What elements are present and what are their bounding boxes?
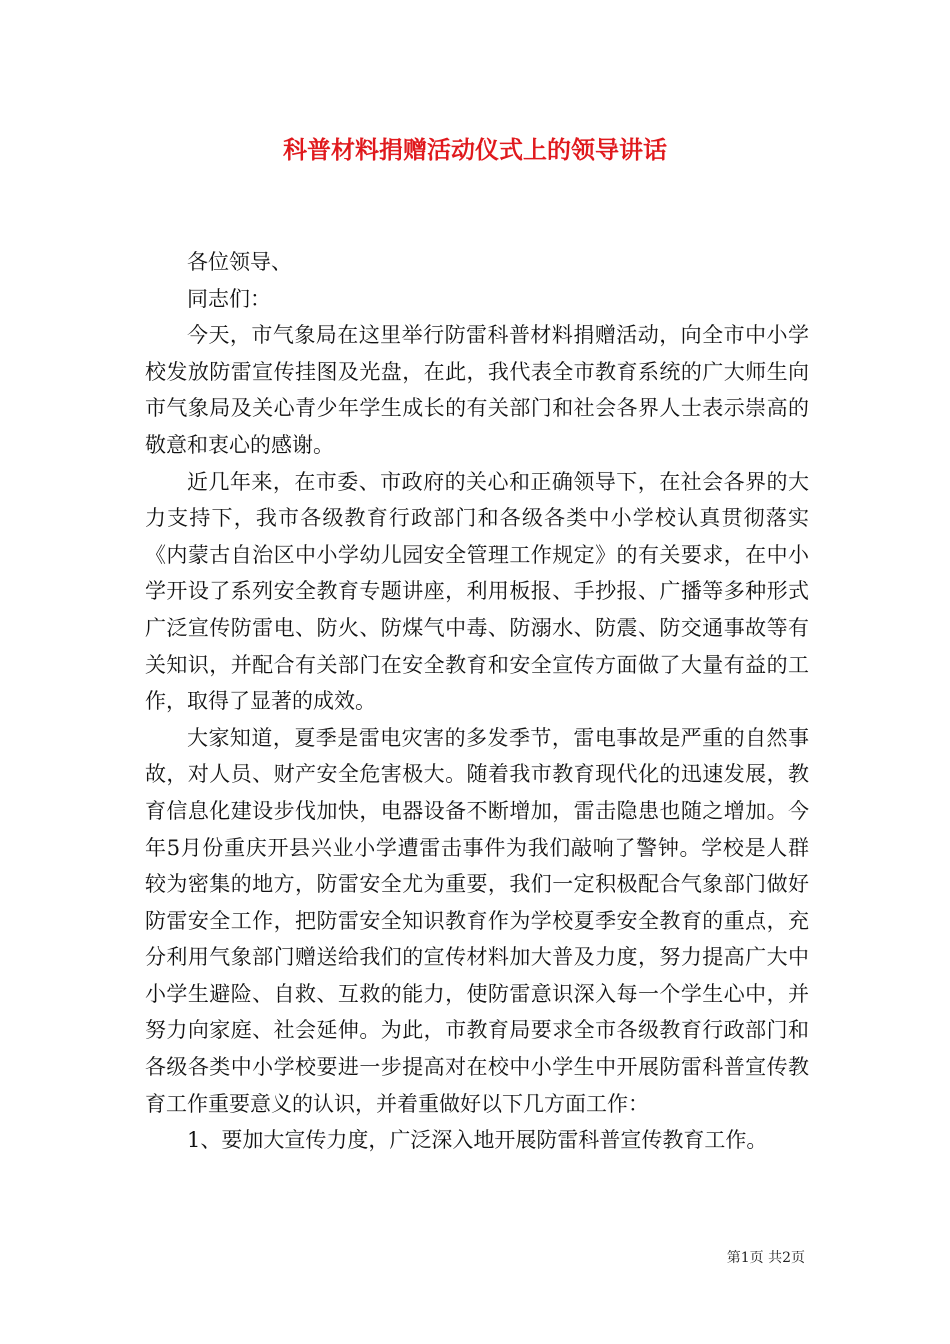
paragraph-item-1: 1、要加大宣传力度，广泛深入地开展防雷科普宣传教育工作。 <box>187 1128 768 1153</box>
paragraph-summer-lightning: 大家知道，夏季是雷电灾害的多发季节，雷电事故是严重的自然事故，对人员、财产安全危害极大。随着我市教育现代化的迅速发展，教育信息化建设步伐加快，电器设备不断增加，雷击隐患也随之增加。今年5月份重庆开县兴业小学遭雷击事件为我们敲响了警钟。学校是人群较为密集的地方，防雷安全尤为重要，我们一定积极配合气象部门做好防雷安全工作，把防雷安全知识教育作为学校夏季安全教育的重点，充分利用气象部门赠送给我们的宣传材料加大普及力度，努力提高广大中小学生避险、自救、互救的能力，使防雷意识深入每一个学生心中，并努力向家庭、社会延伸。为此，市教育局要求全市各级教育行政部门和各级各类中小学校要进一步提高对在校中小学生中开展防雷科普宣传教育工作重要意义的认识，并着重做好以下几方面工作： <box>145 725 809 1116</box>
document-title: 科普材料捐赠活动仪式上的领导讲话 <box>283 135 667 164</box>
salutation-line-1: 各位领导、 <box>187 250 292 274</box>
salutation-line-2: 同志们： <box>187 286 271 311</box>
page-number: 第1页 共2页 <box>726 1250 805 1266</box>
document-body <box>145 244 809 1159</box>
paragraph-intro: 今天，市气象局在这里举行防雷科普材料捐赠活动，向全市中小学校发放防雷宣传挂图及光盘，在此，我代表全市教育系统的广大师生向市气象局及关心青少年学生成长的有关部门和社会各界人士表示崇高的敬意和衷心的感谢。 <box>145 323 809 457</box>
paragraph-recent-years: 近几年来，在市委、市政府的关心和正确领导下，在社会各界的大力支持下，我市各级教育行政部门和各级各类中小学校认真贯彻落实《内蒙古自治区中小学幼儿园安全管理工作规定》的有关要求，在中小学开设了系列安全教育专题讲座，利用板报、手抄报、广播等多种形式广泛宣传防雷电、防火、防煤气中毒、防溺水、防震、防交通事故等有关知识，并配合有关部门在安全教育和安全宣传方面做了大量有益的工作，取得了显著的成效。 <box>145 469 809 714</box>
